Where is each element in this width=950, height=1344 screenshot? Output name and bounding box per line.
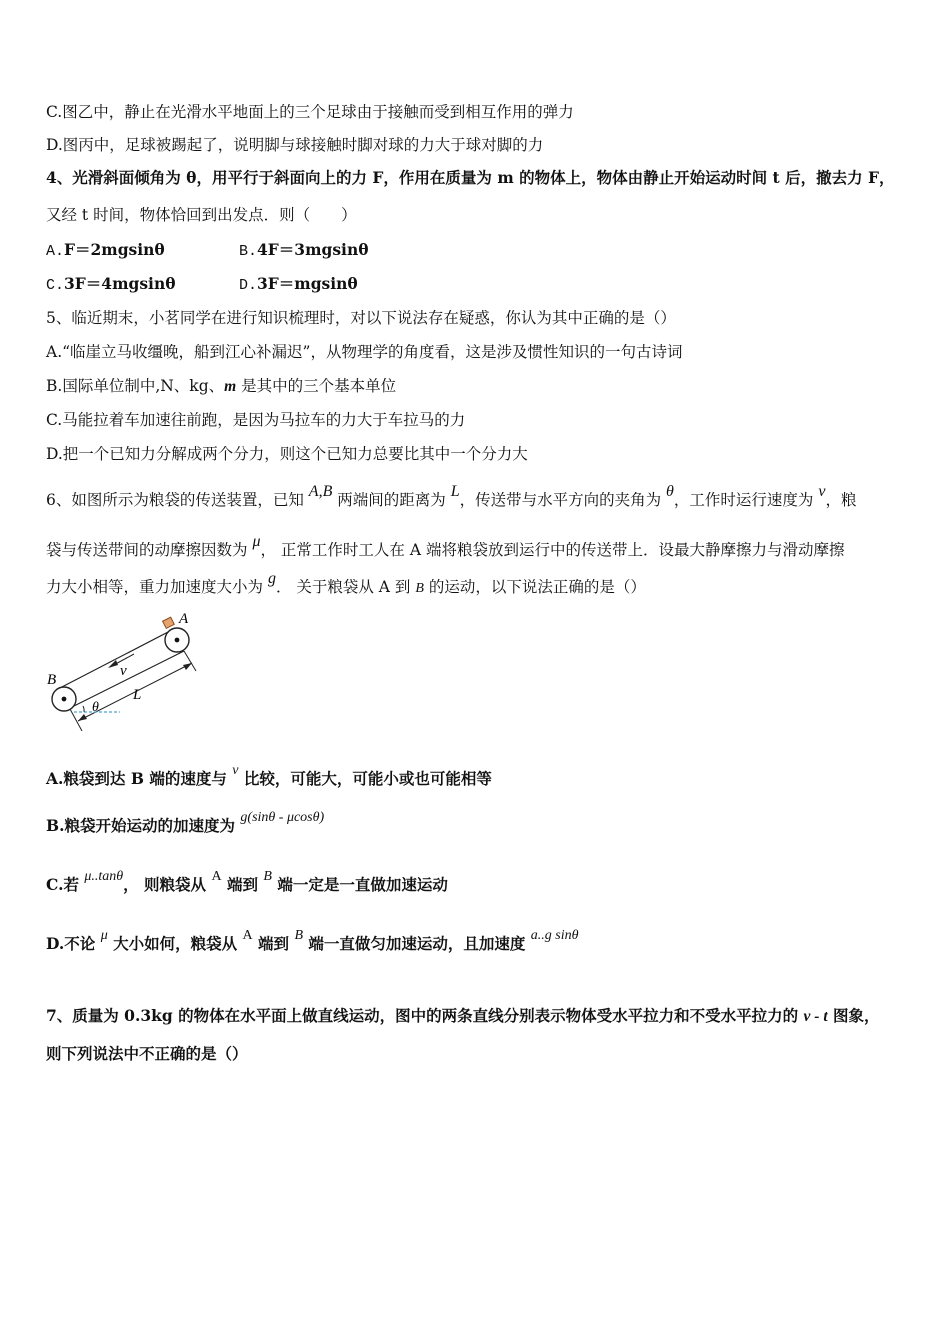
q4-stem-line2: 又经 t 时间，物体恰回到出发点．则（ ） [46, 206, 357, 224]
q5-option-b [46, 375, 396, 398]
q6-option-d [46, 928, 579, 957]
q5-option-d: D.把一个已知力分解成两个分力，则这个已知力总要比其中一个分力大 [46, 445, 528, 463]
formula-acceleration: a..g sinθ [530, 928, 579, 943]
option-text-tail: 比较，可能大，可能小或也可能相等 [238, 769, 492, 788]
math-B: B [263, 869, 272, 884]
math-v: v [232, 763, 239, 778]
belt-bottom-line [68, 651, 184, 709]
q5-stem: 5、临近期末，小茗同学在进行知识梳理时，对以下说法存在疑惑，你认为其中正确的是（） [46, 309, 676, 327]
label-a: A [179, 611, 189, 627]
q7-stem-line1 [46, 1005, 880, 1028]
math-A: A [211, 869, 222, 884]
text: 力大小相等，重力加速度大小为 [46, 578, 268, 596]
q5-option-a: A.“临崖立马收缰晚，船到江心补漏迟”，从物理学的角度看，这是涉及惯性知识的一句古诗词 [46, 343, 683, 361]
text: 6、如图所示为粮袋的传送装置，已知 [46, 491, 309, 509]
conveyor-belt-diagram [40, 607, 210, 737]
text: ，传送带与水平方向的夹角为 [459, 491, 667, 509]
q4-option-d [239, 273, 358, 297]
text: ， 正常工作时工人在 A 端将粮袋放到运行中的传送带上．设最大静摩擦力与滑动摩擦 [260, 541, 845, 559]
option-text: 端到 [252, 934, 295, 953]
belt-top-line [58, 631, 170, 689]
text: 7、质量为 0.3kg 的物体在水平面上做直线运动，图中的两条直线分别表示物体受水平拉力和不受水平拉力的 [46, 1006, 804, 1025]
text: ． 关于粮袋从 A 到 [275, 578, 416, 596]
math-g: g [267, 570, 276, 587]
option-text: 端一直做匀加速运动，且加速度 [303, 934, 531, 953]
text: 袋与传送带间的动摩擦因数为 [46, 541, 253, 559]
q4-option-c [46, 273, 176, 297]
text: 两端间的距离为 [332, 491, 451, 509]
option-text: 3F＝4mgsinθ [64, 274, 176, 293]
formula-acceleration: g(sinθ - μcosθ) [240, 810, 325, 825]
option-text: 3F＝mgsinθ [257, 274, 358, 293]
text: ，工作时运行速度为 [673, 491, 819, 509]
option-prefix: D. [239, 277, 258, 294]
math-B: B [415, 581, 424, 596]
option-text: B.国际单位制中,N、kg、 [46, 377, 225, 395]
option-prefix: C. [46, 277, 65, 294]
option-text: 4F＝3mgsinθ [257, 240, 369, 259]
option-text: ， 则粮袋从 [123, 875, 212, 894]
option-text-tail: 是其中的三个基本单位 [236, 377, 397, 395]
q6-stem-line1 [46, 483, 857, 512]
q6-option-b [46, 810, 325, 839]
math-mu: μ [252, 533, 261, 550]
q4-stem-line1: 4、光滑斜面倾角为 θ，用平行于斜面向上的力 F，作用在质量为 m 的物体上，物体由静止开始运动时间 t 后，撤去力 F， [46, 168, 895, 187]
math-A: A [242, 928, 253, 943]
option-prefix: A. [46, 243, 65, 260]
text: ，粮 [825, 491, 857, 509]
q3-option-c: C.图乙中，静止在光滑水平地面上的三个足球由于接触而受到相互作用的弹力 [46, 103, 574, 121]
q7-stem-line2: 则下列说法中不正确的是（） [46, 1044, 248, 1063]
q6-stem-line2 [46, 533, 845, 562]
label-v: v [120, 663, 127, 679]
formula-condition: μ..tanθ [84, 869, 124, 884]
q3-option-d: D.图丙中，足球被踢起了，说明脚与球接触时脚对球的力大于球对脚的力 [46, 136, 544, 154]
option-text: B.粮袋开始运动的加速度为 [46, 816, 241, 835]
option-text: D.不论 [46, 934, 101, 953]
math-ab: A,B [308, 483, 333, 500]
option-text: 端到 [221, 875, 264, 894]
math-v: v [818, 483, 826, 500]
pulley-b-axle [62, 697, 67, 702]
option-text: F＝2mgsinθ [64, 240, 165, 259]
angle-arc [83, 706, 84, 712]
math-mu: μ [100, 928, 108, 943]
math-L: L [450, 483, 460, 500]
label-theta: θ [92, 700, 99, 715]
option-prefix: B. [239, 243, 258, 260]
math-theta: θ [666, 483, 674, 500]
option-text: C.若 [46, 875, 85, 894]
grain-bag [163, 617, 175, 628]
math-B: B [294, 928, 303, 943]
option-text-tail: 端一定是一直做加速运动 [271, 875, 448, 894]
velocity-arrowhead [108, 660, 118, 668]
option-text: 大小如何，粮袋从 [107, 934, 243, 953]
text: 图象， [827, 1006, 880, 1025]
q6-option-a [46, 763, 492, 792]
pulley-a-axle [175, 638, 180, 643]
q4-option-b [239, 239, 369, 263]
unit-m: m [224, 378, 237, 395]
q6-option-c [46, 869, 448, 898]
text: 的运动，以下说法正确的是（） [423, 578, 646, 596]
length-arrowhead-b [78, 714, 87, 721]
math-vt: v - t [803, 1008, 828, 1025]
q6-stem-line3 [46, 570, 646, 600]
label-b: B [47, 672, 57, 688]
q5-option-c: C.马能拉着车加速往前跑，是因为马拉车的力大于车拉马的力 [46, 411, 466, 429]
q4-option-a [46, 239, 165, 263]
length-arrowhead-a [183, 663, 192, 670]
option-text: A.粮袋到达 B 端的速度与 [46, 769, 233, 788]
label-l: L [133, 687, 142, 703]
